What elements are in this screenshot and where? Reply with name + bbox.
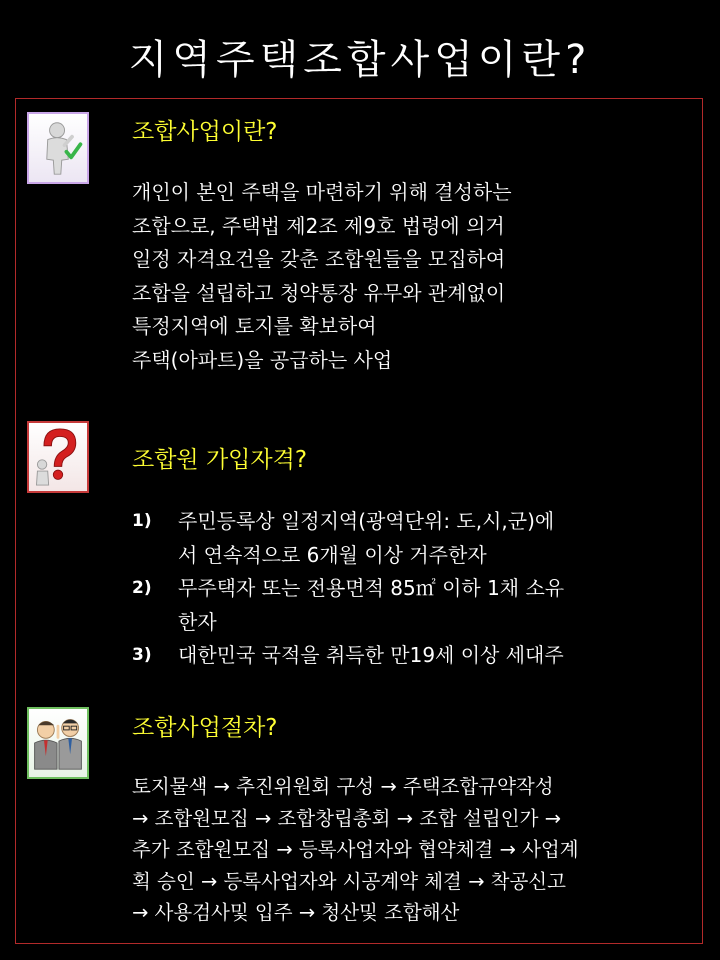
list-item-number: 1)	[132, 511, 152, 531]
definition-line: 특정지역에 토지를 확보하여	[132, 314, 377, 338]
list-item-line: 주민등록상 일정지역(광역단위: 도,시,군)에	[178, 509, 555, 533]
list-item-line: 서 연속적으로 6개월 이상 거주한자	[178, 542, 487, 567]
list-item-number: 2)	[132, 578, 152, 598]
procedure-heading: 조합사업절차?	[132, 715, 278, 741]
qualification-heading: 조합원 가입자격?	[132, 447, 308, 473]
procedure-line: → 조합원모집 → 조합창립총회 → 조합 설립인가 →	[132, 806, 561, 830]
definition-line: 조합으로, 주택법 제2조 제9호 법령에 의거	[132, 213, 505, 238]
list-item	[132, 639, 692, 673]
list-item	[132, 505, 692, 572]
list-item-line: 한자	[178, 609, 217, 634]
definition-heading: 조합사업이란?	[132, 119, 278, 145]
definition-line: 개인이 본인 주택을 마련하기 위해 결성하는	[132, 180, 512, 204]
qualification-list	[132, 505, 692, 673]
two-businessmen-icon	[27, 707, 89, 779]
person-checkmark-icon	[27, 112, 89, 184]
definition-line: 조합을 설립하고 청약통장 유무와 관계없이	[132, 280, 506, 305]
definition-line: 주택(아파트)을 공급하는 사업	[132, 347, 393, 372]
page-title: 지역주택조합사업이란?	[128, 37, 592, 83]
definition-body	[132, 176, 512, 377]
question-mark-figure-icon	[27, 421, 89, 493]
procedure-line: → 사용검사및 입주 → 청산및 조합해산	[132, 901, 460, 924]
procedure-body	[132, 771, 579, 929]
list-item-number: 3)	[132, 645, 152, 665]
list-item-line: 무주택자 또는 전용면적 85㎡ 이하 1채 소유	[178, 576, 565, 600]
definition-line: 일정 자격요건을 갖춘 조합원들을 모집하여	[132, 247, 506, 271]
procedure-line: 추가 조합원모집 → 등록사업자와 협약체결 → 사업계	[132, 838, 579, 861]
list-item-line: 대한민국 국적을 취득한 만19세 이상 세대주	[178, 643, 564, 667]
procedure-line: 획 승인 → 등록사업자와 시공계약 체결 → 착공신고	[132, 869, 566, 893]
procedure-line: 토지물색 → 추진위원회 구성 → 주택조합규약작성	[132, 775, 554, 798]
list-item	[132, 572, 692, 639]
